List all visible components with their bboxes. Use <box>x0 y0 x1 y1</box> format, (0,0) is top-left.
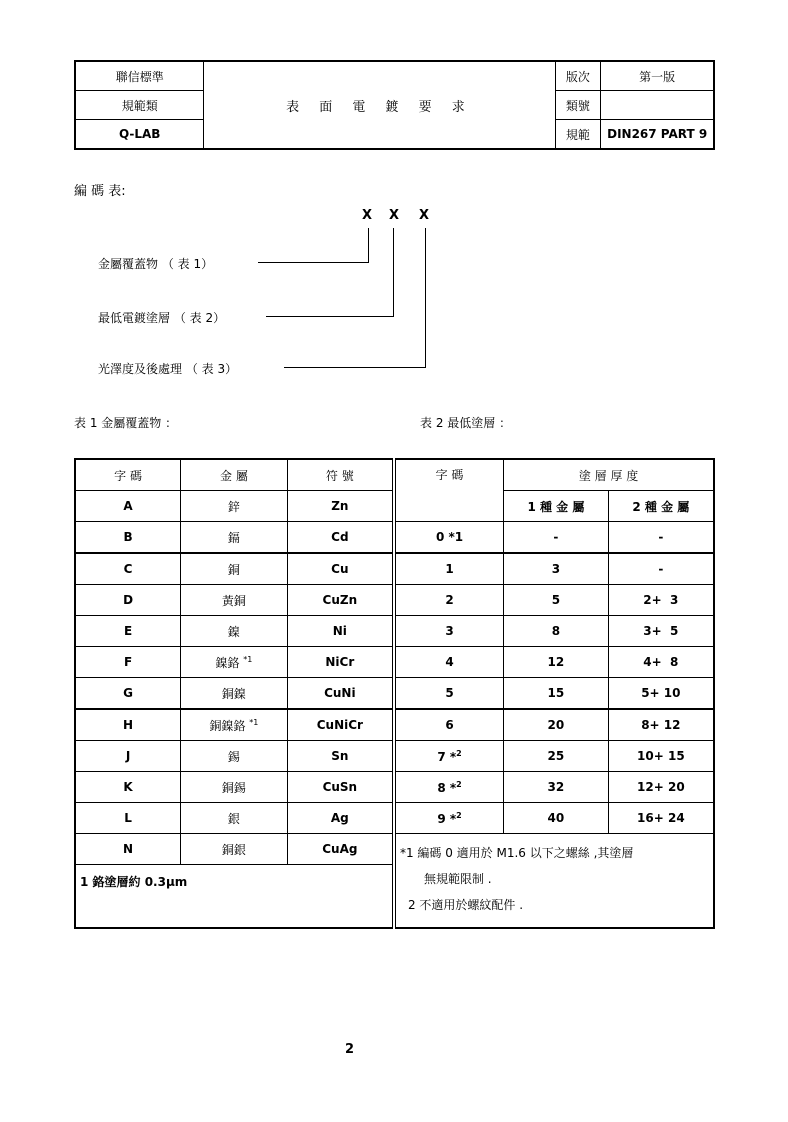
header-category: 規範類 <box>75 91 204 120</box>
col-header-code2: 字 碼 <box>394 459 504 522</box>
table-cell: Zn <box>287 491 394 522</box>
table-cell: D <box>75 585 181 616</box>
col-header-thickness: 塗 層 厚 度 <box>504 459 714 491</box>
footnote-mark: *1 <box>249 717 259 727</box>
table-cell: - <box>504 522 609 554</box>
table2-caption: 表 2 最低塗層 ： <box>420 416 512 430</box>
coating-code: 8 * <box>437 780 457 795</box>
table-cell: Ag <box>287 803 394 834</box>
coding-label-metal: 金屬覆蓋物 （ 表 1） <box>98 257 214 271</box>
table-cell: K <box>75 772 181 803</box>
table-cell <box>394 741 504 772</box>
table-cell: Ni <box>287 616 394 647</box>
connector-line <box>425 228 426 368</box>
header-key-class: 類號 <box>555 91 601 120</box>
connector-line <box>393 228 394 317</box>
table-cell: A <box>75 491 181 522</box>
footnote-mark: *1 <box>243 654 253 664</box>
table-cell: 鎘 <box>181 522 288 554</box>
table-cell: CuAg <box>287 834 394 865</box>
table-cell: F <box>75 647 181 678</box>
table-cell: CuZn <box>287 585 394 616</box>
connector-line <box>266 316 394 317</box>
header-value-edition: 第一版 <box>601 61 714 91</box>
table-cell: 2+ 3 <box>608 585 714 616</box>
table-cell: 32 <box>504 772 609 803</box>
connector-line <box>368 228 369 263</box>
col-header-code: 字 碼 <box>75 459 181 491</box>
table-cell: 10+ 15 <box>608 741 714 772</box>
table-cell: 5 <box>394 678 504 710</box>
col-header-symbol: 符 號 <box>287 459 394 491</box>
table-cell: CuNiCr <box>287 709 394 741</box>
footnote-mark: 2 <box>456 779 462 789</box>
table-cell: - <box>608 553 714 585</box>
table-cell: 錫 <box>181 741 288 772</box>
table-cell: CuSn <box>287 772 394 803</box>
table-cell: - <box>608 522 714 554</box>
table-cell: Cd <box>287 522 394 554</box>
table-cell <box>394 772 504 803</box>
table-cell: 黃銅 <box>181 585 288 616</box>
table-cell: 20 <box>504 709 609 741</box>
table-cell: 4+ 8 <box>608 647 714 678</box>
footnote-mark: 2 <box>456 810 462 820</box>
table-cell: CuNi <box>287 678 394 710</box>
table-cell: 鎳 <box>181 616 288 647</box>
header-value-class <box>601 91 714 120</box>
table-cell: 8 <box>504 616 609 647</box>
table-cell: 4 <box>394 647 504 678</box>
table-cell: 12+ 20 <box>608 772 714 803</box>
table-cell: 0 *1 <box>394 522 504 554</box>
table-cell: E <box>75 616 181 647</box>
table-cell: 銅鎳 <box>181 678 288 710</box>
table-cell: 銀 <box>181 803 288 834</box>
coding-heading: 編 碼 表: <box>74 184 126 199</box>
table-cell: 3+ 5 <box>608 616 714 647</box>
code-x-2: X <box>389 208 400 223</box>
table-cell: 鋅 <box>181 491 288 522</box>
code-x-3: X <box>419 208 430 223</box>
table-cell: 8+ 12 <box>608 709 714 741</box>
table-cell: 2 <box>394 585 504 616</box>
table-cell: NiCr <box>287 647 394 678</box>
coating-code: 7 * <box>437 749 457 764</box>
metal-name: 鎳鉻 <box>215 655 240 670</box>
table-cell <box>181 647 288 678</box>
footnote-line-2: 無規範限制 . <box>423 872 492 886</box>
metal-name: 銅鎳鉻 <box>209 718 246 733</box>
sub-header-one-metal: 1 種 金 屬 <box>504 491 609 522</box>
table-cell: 6 <box>394 709 504 741</box>
header-value-spec: DIN267 PART 9 <box>601 120 714 150</box>
header-org: 聯信標準 <box>75 61 204 91</box>
table-cell: 3 <box>394 616 504 647</box>
header-key-edition: 版次 <box>555 61 601 91</box>
page-number: 2 <box>345 1042 355 1057</box>
table-cell: 12 <box>504 647 609 678</box>
table-cell: Sn <box>287 741 394 772</box>
table-cell: 16+ 24 <box>608 803 714 834</box>
table-cell: 3 <box>504 553 609 585</box>
table-cell: 銅 <box>181 553 288 585</box>
table-cell: B <box>75 522 181 554</box>
table-cell: J <box>75 741 181 772</box>
table-cell: G <box>75 678 181 710</box>
table-cell: C <box>75 553 181 585</box>
footnote-line-3: 2 不適用於螺紋配件 . <box>407 898 524 912</box>
table1-caption: 表 1 金屬覆蓋物 ： <box>74 416 178 430</box>
coding-label-gloss: 光澤度及後處理 （ 表 3） <box>98 362 238 376</box>
footnote-line-1: *1 編碼 0 適用於 M1.6 以下之螺絲 ,其塗層 <box>399 846 634 860</box>
header-table <box>74 60 715 150</box>
table-cell: 25 <box>504 741 609 772</box>
table-cell: L <box>75 803 181 834</box>
table-cell: 5+ 10 <box>608 678 714 710</box>
table-cell: 40 <box>504 803 609 834</box>
table-cell: 銅銀 <box>181 834 288 865</box>
connector-line <box>258 262 369 263</box>
connector-line <box>284 367 426 368</box>
table-cell: 1 <box>394 553 504 585</box>
code-x-1: X <box>362 208 373 223</box>
coding-label-coating: 最低電鍍塗層 （ 表 2） <box>98 311 226 325</box>
table-cell: 15 <box>504 678 609 710</box>
table-cell <box>181 709 288 741</box>
table-cell: Cu <box>287 553 394 585</box>
col-header-metal: 金 屬 <box>181 459 288 491</box>
table-cell: 5 <box>504 585 609 616</box>
document-title: 表 面 電 鍍 要 求 <box>204 61 555 149</box>
header-key-spec: 規範 <box>555 120 601 150</box>
coating-code: 9 * <box>437 811 457 826</box>
sub-header-two-metals: 2 種 金 屬 <box>608 491 714 522</box>
spec-table <box>74 458 715 929</box>
table-cell: H <box>75 709 181 741</box>
footnote-left: 1 鉻塗層約 0.3µm <box>75 865 394 929</box>
footnote-right <box>394 834 714 929</box>
header-lab: Q-LAB <box>75 120 204 150</box>
table-cell: 銅錫 <box>181 772 288 803</box>
footnote-mark: 2 <box>456 748 462 758</box>
table-cell <box>394 803 504 834</box>
table-cell: N <box>75 834 181 865</box>
